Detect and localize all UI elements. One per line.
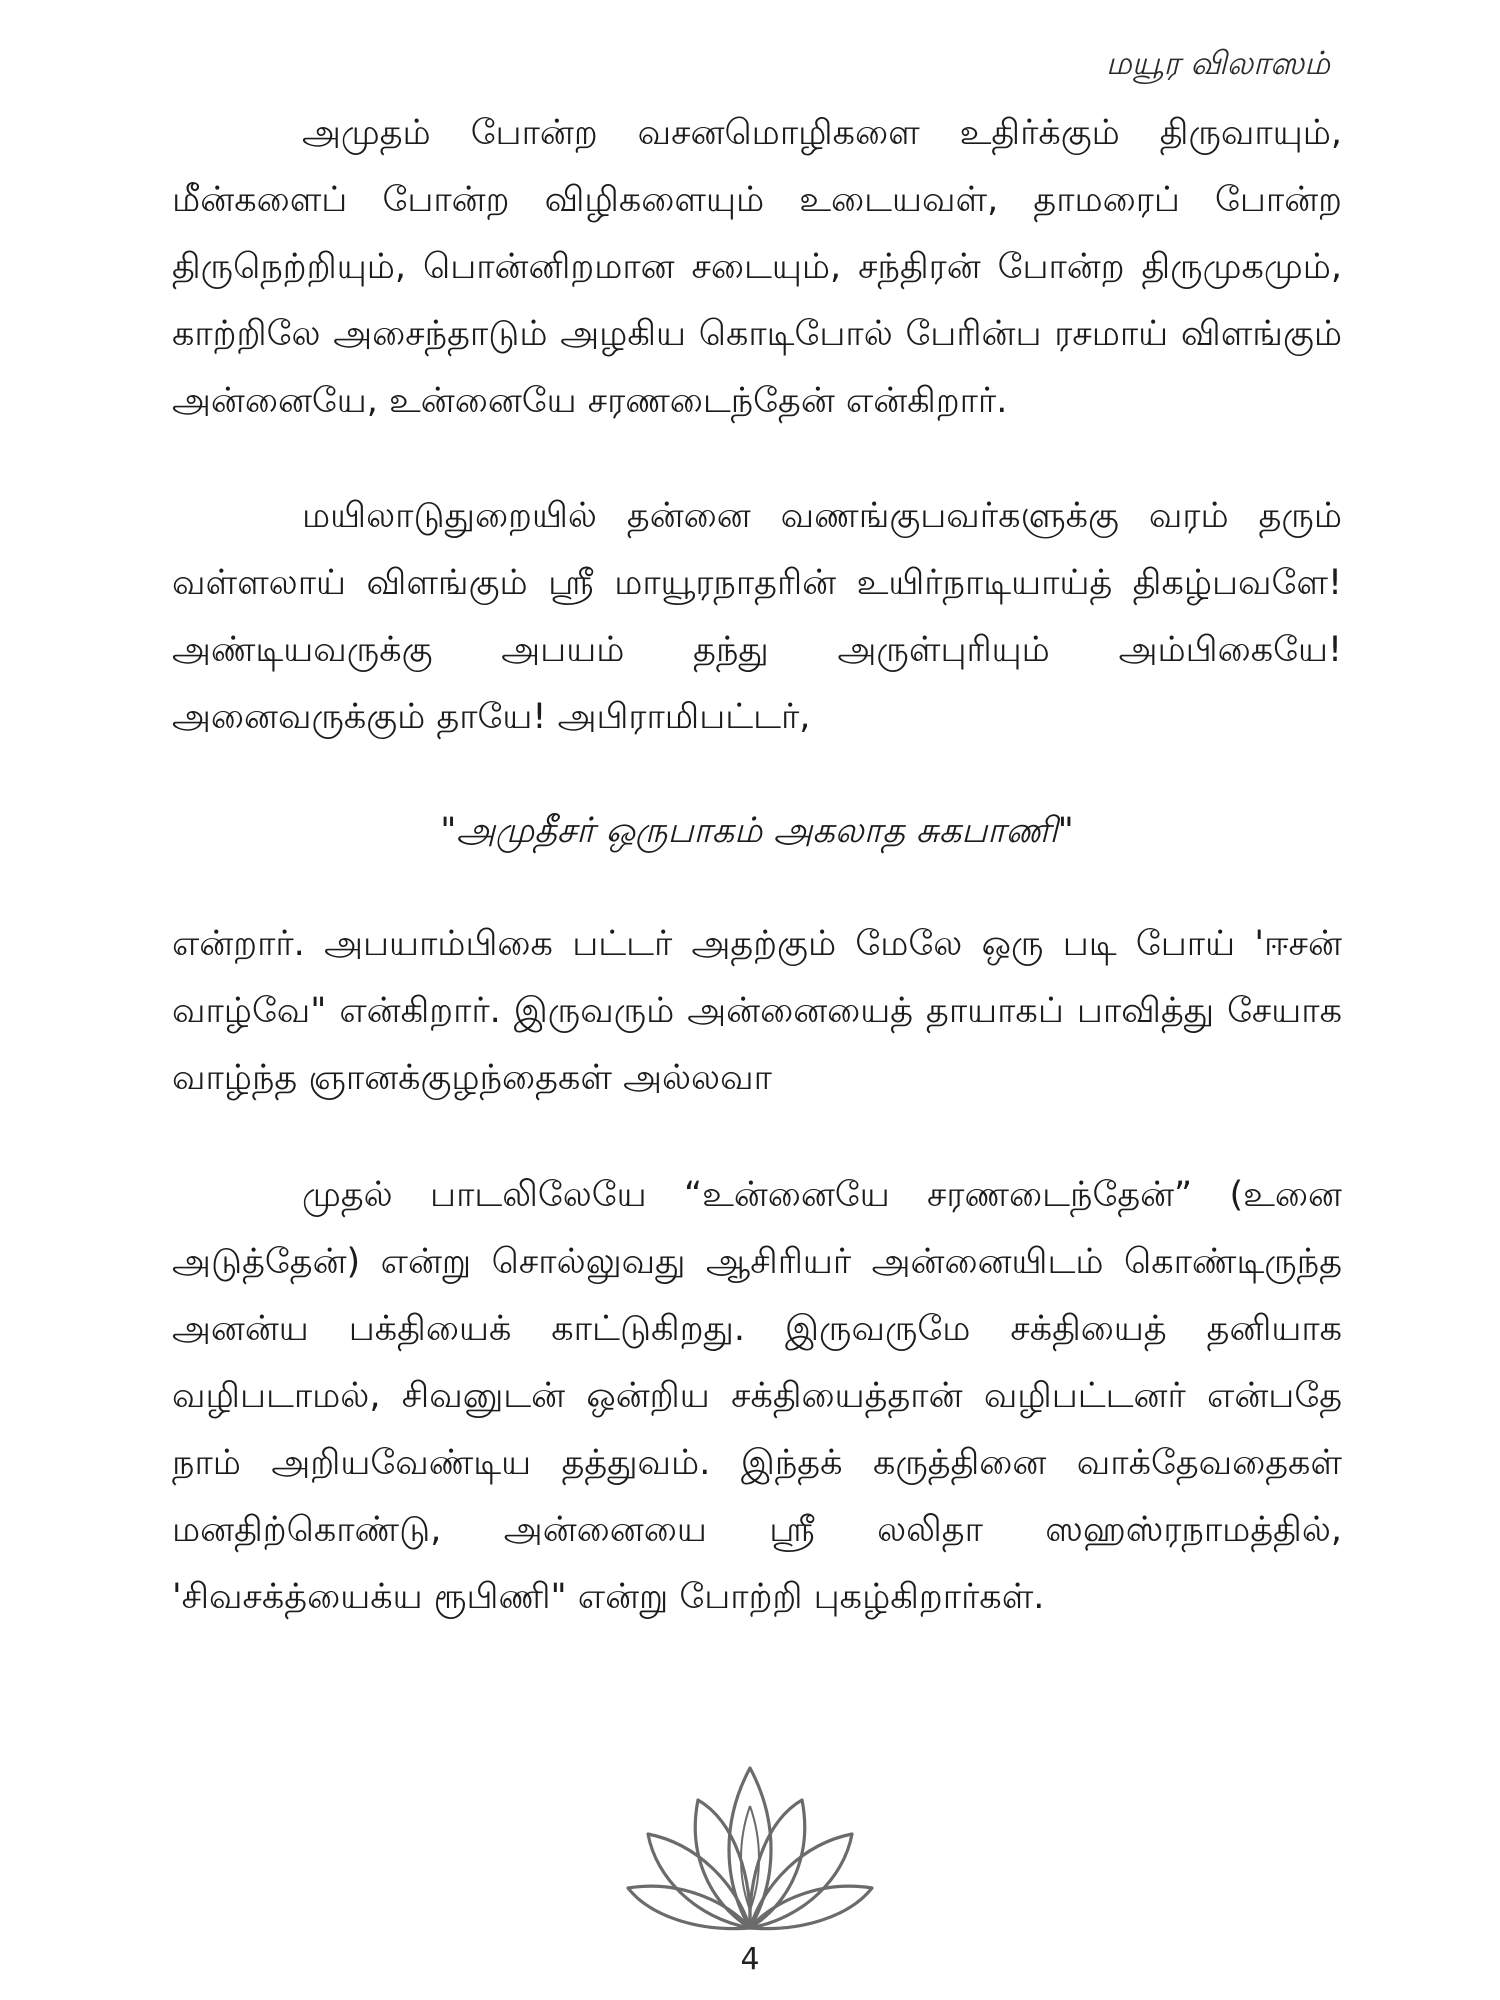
page-number: 4 bbox=[740, 1942, 760, 1977]
paragraph-4: முதல் பாடலிலேயே “உன்னையே சரணடைந்தேன்” (உனை அடுத்தேன்) என்று சொல்லுவது ஆசிரியர் அன்னையிடம் கொண்டிருந்த அனன்ய பக்தியைக் காட்டுகிறது. இருவருமே சக்தியைத் தனியாக வழிபடாமல், சிவனுடன் ஒன்றிய சக்தியைத்தான் வழிபட்டனர் என்பதே நாம் அறியவேண்டிய தத்துவம். இந்தக் கருத்தினை வாக்தேவதைகள் மனதிற்கொண்டு, அன்னையை ஸ்ரீ லலிதா ஸஹஸ்ரநாமத்தில், 'சிவசக்த்யைக்ய ரூபிணி" என்று போற்றி புகழ்கிறார்கள். bbox=[172, 1175, 1342, 1617]
paragraph-2: மயிலாடுதுறையில் தன்னை வணங்குபவர்களுக்கு வரம் தரும் வள்ளலாய் விளங்கும் ஸ்ரீ மாயூரநாதரின் உயிர்நாடியாய்த் திகழ்பவளே! அண்டியவருக்கு அபயம் தந்து அருள்புரியும் அம்பிகையே! அனைவருக்கும் தாயே! அபிராமிபட்டர், bbox=[172, 496, 1342, 737]
running-header-title: மயூர விலாஸம் bbox=[1106, 44, 1330, 82]
verse-quote: "அமுதீசர் ஒருபாகம் அகலாத சுகபாணி" bbox=[440, 811, 1074, 851]
lotus-icon bbox=[626, 1760, 874, 1940]
paragraph-1: அமுதம் போன்ற வசனமொழிகளை உதிர்க்கும் திருவாயும், மீன்களைப் போன்ற விழிகளையும் உடையவள், தாமரைப் போன்ற திருநெற்றியும், பொன்னிறமான சடையும், சந்திரன் போன்ற திருமுகமும், காற்றிலே அசைந்தாடும் அழகிய கொடிபோல் பேரின்ப ரசமாய் விளங்கும் அன்னையே, உன்னையே சரணடைந்தேன் என்கிறார். bbox=[172, 113, 1342, 421]
paragraph-3: என்றார். அபயாம்பிகை பட்டர் அதற்கும் மேலே ஒரு படி போய் 'ஈசன் வாழ்வே" என்கிறார். இருவரும் அன்னையைத் தாயாகப் பாவித்து சேயாக வாழ்ந்த ஞானக்குழந்தைகள் அல்லவா bbox=[172, 924, 1342, 1098]
page-body bbox=[172, 100, 1342, 1631]
